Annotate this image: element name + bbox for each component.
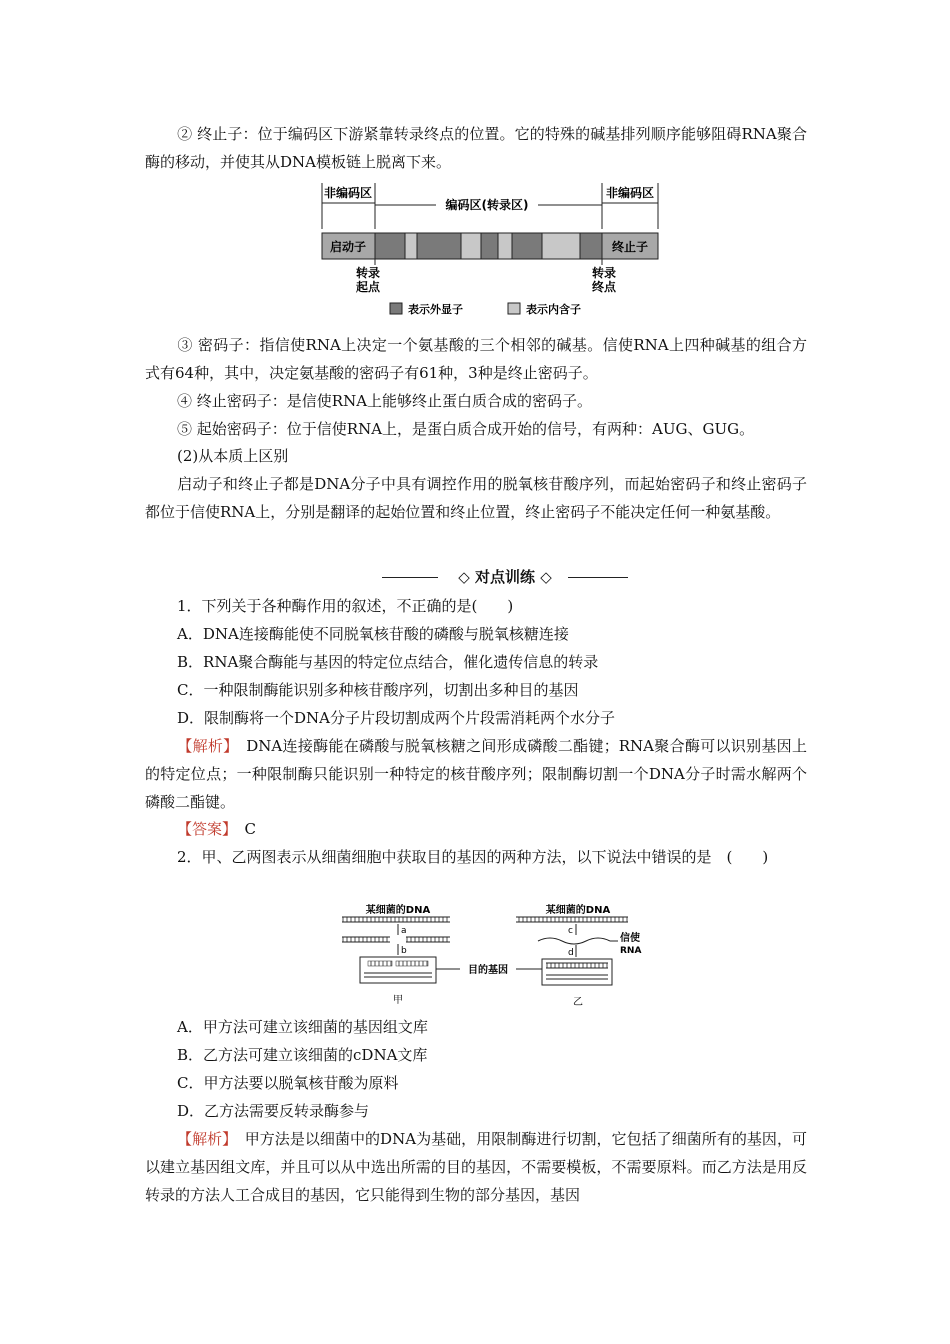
step-a-label: a bbox=[401, 926, 407, 936]
promoter-label: 启动子 bbox=[329, 240, 367, 254]
question-2-option-a: A．甲方法可建立该细菌的基因组文库 bbox=[177, 1018, 428, 1036]
step-c-label: c bbox=[568, 926, 573, 936]
noncoding-left-label: 非编码区 bbox=[323, 186, 373, 200]
transcription-end-label-1: 转录 bbox=[591, 266, 617, 280]
mrna-label-2: RNA bbox=[620, 946, 642, 956]
paragraph-essence-heading: (2)从本质上区别 bbox=[177, 447, 289, 465]
target-gene-label: 目的基因 bbox=[468, 965, 508, 976]
question-2-stem: 2．甲、乙两图表示从细菌细胞中获取目的基因的两种方法，以下说法中错误的是 ( ) bbox=[177, 848, 769, 866]
question-1-option-c: C．一种限制酶能识别多种核苷酸序列，切割出多种目的基因 bbox=[177, 681, 579, 699]
coding-region-label: 编码区(转录区) bbox=[445, 198, 529, 212]
question-1-option-b: B．RNA聚合酶能与基因的特定位点结合，催化遗传信息的转录 bbox=[177, 653, 599, 671]
intron-legend-swatch bbox=[508, 303, 520, 314]
section-header bbox=[382, 566, 628, 588]
exon-legend-label: 表示外显子 bbox=[408, 303, 463, 316]
noncoding-right-label: 非编码区 bbox=[605, 186, 655, 200]
paragraph-terminator: ② 终止子：位于编码区下游紧靠转录终点的位置。它的特殊的碱基排列顺序能够阻碍RNA聚合酶的移动，并使其从DNA模板链上脱离下来。 bbox=[145, 125, 807, 171]
analysis-tag: 【解析】 bbox=[177, 737, 231, 755]
dna-label-left: 某细菌的DNA bbox=[365, 905, 431, 916]
intron-legend-label: 表示内含子 bbox=[526, 303, 581, 316]
method-yi-label: 乙 bbox=[573, 997, 583, 1008]
mrna-label-1: 信使 bbox=[620, 933, 640, 944]
question-2-option-d: D．乙方法需要反转录酶参与 bbox=[177, 1102, 370, 1120]
transcription-start-label-1: 转录 bbox=[355, 266, 381, 280]
analysis-tag: 【解析】 bbox=[177, 1130, 230, 1148]
gene-structure-diagram bbox=[318, 183, 664, 318]
question-2-option-c: C．甲方法要以脱氧核苷酸为原料 bbox=[177, 1074, 399, 1092]
step-b-label: b bbox=[401, 946, 407, 956]
step-d-label: d bbox=[568, 948, 574, 958]
section-title: ◇ 对点训练 ◇ bbox=[458, 568, 552, 586]
method-jia-label: 甲 bbox=[393, 995, 403, 1006]
paragraph-essence: 启动子和终止子都是DNA分子中具有调控作用的脱氧核苷酸序列，而起始密码子和终止密码子都位于信使RNA上，分别是翻译的起始位置和终止位置，终止密码子不能决定任何一种氨基酸。 bbox=[145, 475, 807, 521]
question-1-analysis: 【解析】 DNA连接酶能在磷酸与脱氧核糖之间形成磷酸二酯键；RNA聚合酶可以识别基因上的特定位点；一种限制酶只能识别一种特定的核苷酸序列；限制酶切割一个DNA分子时需水解两个磷酸二酯键。 bbox=[145, 737, 807, 811]
terminator-label: 终止子 bbox=[611, 240, 649, 254]
gene-acquisition-diagram bbox=[338, 903, 648, 1009]
question-2-option-b: B．乙方法可建立该细菌的cDNA文库 bbox=[177, 1046, 428, 1064]
dna-label-right: 某细菌的DNA bbox=[545, 905, 611, 916]
paragraph-stop-codon: ④ 终止密码子：是信使RNA上能够终止蛋白质合成的密码子。 bbox=[177, 392, 593, 410]
transcription-end-label-2: 终点 bbox=[591, 280, 617, 294]
paragraph-start-codon: ⑤ 起始密码子：位于信使RNA上，是蛋白质合成开始的信号，有两种：AUG、GUG。 bbox=[177, 420, 755, 438]
transcription-start-label-2: 起点 bbox=[355, 280, 381, 294]
question-1-option-d: D．限制酶将一个DNA分子片段切割成两个片段需消耗两个水分子 bbox=[177, 709, 616, 727]
question-1-option-a: A．DNA连接酶能使不同脱氧核苷酸的磷酸与脱氧核糖连接 bbox=[177, 625, 569, 643]
paragraph-codon: ③ 密码子：指信使RNA上决定一个氨基酸的三个相邻的碱基。信使RNA上四种碱基的组合方式有64种，其中，决定氨基酸的密码子有61种，3种是终止密码子。 bbox=[145, 336, 807, 382]
question-2-analysis: 【解析】 甲方法是以细菌中的DNA为基础，用限制酶进行切割，它包括了细菌所有的基因，可以建立基因组文库，并且可以从中选出所需的目的基因，不需要模板，不需要原料。而乙方法是用反转录的方法人工合成目的基因，它只能得到生物的部分基因，基因 bbox=[145, 1130, 807, 1204]
exon-legend-swatch bbox=[390, 303, 402, 314]
question-1-answer: 【答案】 C bbox=[177, 820, 257, 838]
answer-tag: 【答案】 bbox=[177, 820, 230, 838]
question-1-stem: 1．下列关于各种酶作用的叙述，不正确的是( ) bbox=[177, 597, 514, 615]
